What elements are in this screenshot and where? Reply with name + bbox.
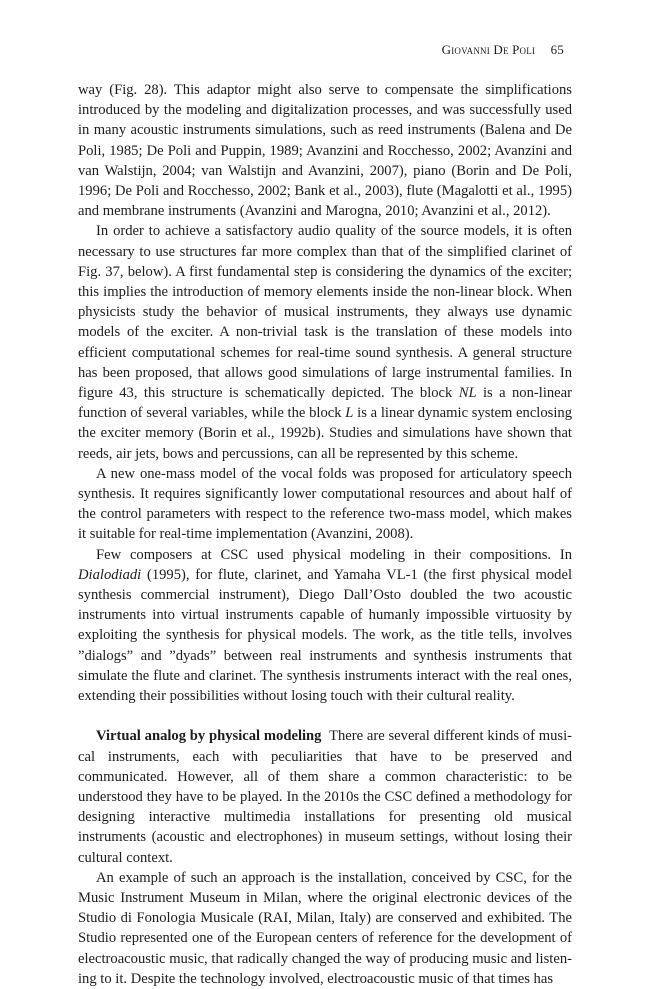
section-heading: Virtual analog by physical modeling [96,728,322,745]
running-header-author: Giovanni De Poli [441,42,536,57]
running-header [442,42,564,58]
italic-nl: NL [458,385,477,402]
italic-l: L [345,405,354,422]
text-run: Few composers at CSC used physical modeling in their compositions. In [96,546,572,563]
body-text [78,80,572,989]
paragraph-continuation: way (Fig. 28). This adaptor might also serve to compensate the simplifications introduced by the modeling and digitalization processes, and was successfully used in many acoustic instruments simulations, such as reed instruments (Balena and De Poli, 1985; De Poli and Puppin, 1989; Avanzini and Rocchesso, 2002; Avanzini and van Walstijn, 2004; van Walstijn and Avanzini, 2007), piano (Borin and De Poli, 1996; De Poli and Rocchesso, 2002; Bank et al., 2003), flute (Magalotti et al., 1995) and membrane instruments (Avanzini and Marogna, 2010; Avanzini et al., 2012). [78,82,572,220]
text-run: There are several different kinds of musical instruments, each with peculiarities that have to be preserved and communicated. However, all of them share a common characteristic: to be understood they have to be played. In the 2010s the CSC defined a methodology for designing interactive multimedia installations for presenting old musical instruments (acoustic and electrophones) in museum settings, without losing their cultural context. [78,728,572,866]
page-number: 65 [550,42,564,57]
text-run: is a linear dynamic system enclosing the exciter memory (Borin et al., 1992b). Studies and simulations have shown that reeds, air jets, bows and percussions, can all be represented by this scheme. [78,405,572,462]
paragraph-vocal-folds: A new one-mass model of the vocal folds was proposed for articulatory speech synthesis. It requires significantly lower computational resources and about half of the control parameters with respect to the reference two-mass model, which makes it suitable for real-time implementation (Avanzini, 2008). [78,465,572,543]
text-run: is a non-linear function of several variables, while the block [78,385,572,422]
paragraph-museum-example: An example of such an approach is the installation, conceived by CSC, for the Music Instrument Museum in Milan, where the original electronic devices of the Studio di Fonologia Musicale (RAI, Milan, Italy) are conserved and exhibited. The Studio represented one of the European centers of reference for the development of electroacoustic music, that radically changed the way of producing music and listening to it. Despite the technology involved, electroacoustic music of that times has [78,869,572,987]
paragraph-virtual-analog [78,726,572,867]
italic-title-dialodiadi: Dialodiadi [78,566,142,583]
paragraph-exciter-dynamics [78,221,572,463]
text-run: (1995), for flute, clarinet, and Yamaha VL-1 (the first physical model synthesis commercial instrument), Diego Dall’Osto doubled the two acoustic instruments into virtual instruments capable of humanly impossible virtuosity by exploiting the synthesis for physical models. The work, as the title tells, involves ”dialogs” and ”dyads” between real instruments and synthesis instruments that simulate the flute and clarinet. The synthesis instruments interact with the real ones, extending their possibilities without losing touch with their cultural reality. [78,566,572,705]
text-run: In order to achieve a satisfactory audio quality of the source models, it is often necessary to use structures far more complex than that of the simplified clarinet of Fig. 37, below). A first fundamental step is considering the dynamics of the exciter; this implies the introduction of memory elements inside the non-linear block. When physicists study the behavior of musical instruments, they always use dynamic models of the exciter. A non-trivial task is the translation of these models into efficient computational schemes for real-time sound synthesis. A general structure has been proposed, that allows good simulations of large instrumental families. In figure 43, this structure is schematically depicted. The block [78,223,572,402]
paragraph-composers [78,545,572,707]
